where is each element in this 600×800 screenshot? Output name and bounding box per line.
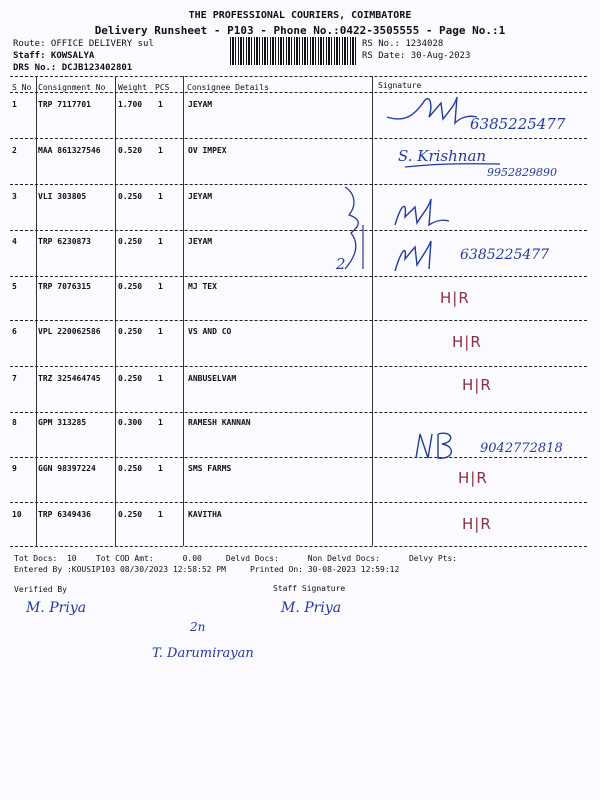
handwritten-mark: 2n	[190, 620, 206, 634]
row-sno: 9	[12, 464, 17, 473]
col-header-weight: Weight	[118, 83, 147, 92]
rs-date: RS Date: 30-Aug-2023	[362, 51, 471, 61]
consignee: JEYAM	[188, 192, 213, 201]
hr-mark: H|R	[458, 469, 488, 487]
consignment-no: TRP 6230873	[38, 237, 91, 246]
weight: 0.520	[118, 146, 143, 155]
totals-line: Tot Docs: 10 Tot COD Amt: 0.00 Delvd Docs: Non Delvd Docs: Delvy Pts:	[14, 554, 458, 563]
col-header-pcs: PCS	[155, 83, 170, 92]
consignment-no: TRP 7117701	[38, 100, 91, 109]
handwritten-phone: 6385225477	[460, 247, 550, 263]
pcs: 1	[158, 464, 163, 473]
consignment-no: TRP 6349436	[38, 510, 91, 519]
extra-signature: T. Darumirayan	[152, 646, 254, 661]
handwritten-name: S. Krishnan	[398, 147, 487, 165]
weight: 0.250	[118, 237, 143, 246]
rs-number: RS No.: 1234028	[362, 39, 444, 49]
weight: 0.250	[118, 464, 143, 473]
pcs: 1	[158, 100, 163, 109]
hr-mark: H|R	[462, 515, 492, 533]
consignment-no: TRZ 325464745	[38, 374, 101, 383]
table-row	[10, 464, 587, 510]
handwritten-phone: 9042772818	[480, 441, 563, 456]
staff-label: Staff: KOWSALYA	[13, 51, 95, 61]
weight: 0.300	[118, 418, 143, 427]
consignee: OV IMPEX	[188, 146, 227, 155]
handwritten-count: 2	[336, 255, 346, 273]
pcs: 1	[158, 510, 163, 519]
weight: 0.250	[118, 192, 143, 201]
col-header-sno: S No	[12, 83, 32, 92]
consignee: VS AND CO	[188, 327, 232, 336]
entered-line: Entered By :KOUSIP103 08/30/2023 12:58:52 PM Printed On: 30-08-2023 12:59:12	[14, 565, 400, 574]
row-sno: 7	[12, 374, 17, 383]
header-rule	[10, 92, 587, 93]
row-rule	[10, 457, 587, 458]
row-rule	[10, 320, 587, 321]
staff-signature-label: Staff Signature	[273, 584, 346, 593]
row-rule	[10, 366, 587, 367]
pcs: 1	[158, 282, 163, 291]
pcs: 1	[158, 374, 163, 383]
consignee: RAMESH KANNAN	[188, 418, 251, 427]
handwritten-phone: 6385225477	[470, 115, 566, 133]
row-sno: 2	[12, 146, 17, 155]
drs-label: DRS No.: DCJB123402801	[13, 63, 133, 73]
pcs: 1	[158, 237, 163, 246]
weight: 0.250	[118, 327, 143, 336]
consignee: JEYAM	[188, 100, 213, 109]
consignment-no: TRP 7076315	[38, 282, 91, 291]
row-rule	[10, 412, 587, 413]
hr-mark: H|R	[440, 289, 470, 307]
handwritten-phone: 9952829890	[487, 166, 557, 179]
consignment-no: GGN 98397224	[38, 464, 96, 473]
verified-label: Verified By	[14, 585, 67, 594]
consignment-no: GPM 313285	[38, 418, 87, 427]
weight: 0.250	[118, 510, 143, 519]
consignee: KAVITHA	[188, 510, 222, 519]
row-rule	[10, 502, 587, 503]
route-label: Route: OFFICE DELIVERY sul	[13, 39, 154, 49]
row-sno: 1	[12, 100, 17, 109]
row-sno: 6	[12, 327, 17, 336]
row-sno: 10	[12, 510, 22, 519]
row-sno: 5	[12, 282, 17, 291]
table-bottom-rule	[10, 546, 587, 547]
consignment-no: MAA 861327546	[38, 146, 101, 155]
table-row	[10, 282, 587, 328]
row-rule	[10, 276, 587, 277]
table-row	[10, 374, 587, 420]
pcs: 1	[158, 192, 163, 201]
weight: 0.250	[118, 374, 143, 383]
runsheet-subtitle: Delivery Runsheet - P103 - Phone No.:0422-3505555 - Page No.:1	[94, 24, 506, 37]
consignment-no: VLI 303805	[38, 192, 87, 201]
weight: 1.700	[118, 100, 143, 109]
pcs: 1	[158, 418, 163, 427]
consignment-no: VPL 220062586	[38, 327, 101, 336]
row-sno: 4	[12, 237, 17, 246]
pcs: 1	[158, 327, 163, 336]
consignee: SMS FARMS	[188, 464, 232, 473]
consignee: ANBUSELVAM	[188, 374, 237, 383]
staff-signature: M. Priya	[281, 600, 342, 616]
table-row	[10, 510, 587, 556]
weight: 0.250	[118, 282, 143, 291]
row-sno: 3	[12, 192, 17, 201]
row-sno: 8	[12, 418, 17, 427]
col-header-consignment: Consignment No	[38, 83, 106, 92]
verified-signature: M. Priya	[26, 600, 87, 616]
barcode-image	[230, 37, 357, 65]
pcs: 1	[158, 146, 163, 155]
table-top-rule	[10, 76, 587, 77]
company-title: THE PROFESSIONAL COURIERS, COIMBATORE	[188, 10, 412, 21]
hr-mark: H|R	[462, 376, 492, 394]
col-header-signature: Signature	[378, 81, 422, 90]
signature-scribble	[412, 428, 482, 468]
col-header-consignee: Consignee Details	[187, 83, 269, 92]
hr-mark: H|R	[452, 333, 482, 351]
consignee: JEYAM	[188, 237, 213, 246]
consignee: MJ TEX	[188, 282, 217, 291]
